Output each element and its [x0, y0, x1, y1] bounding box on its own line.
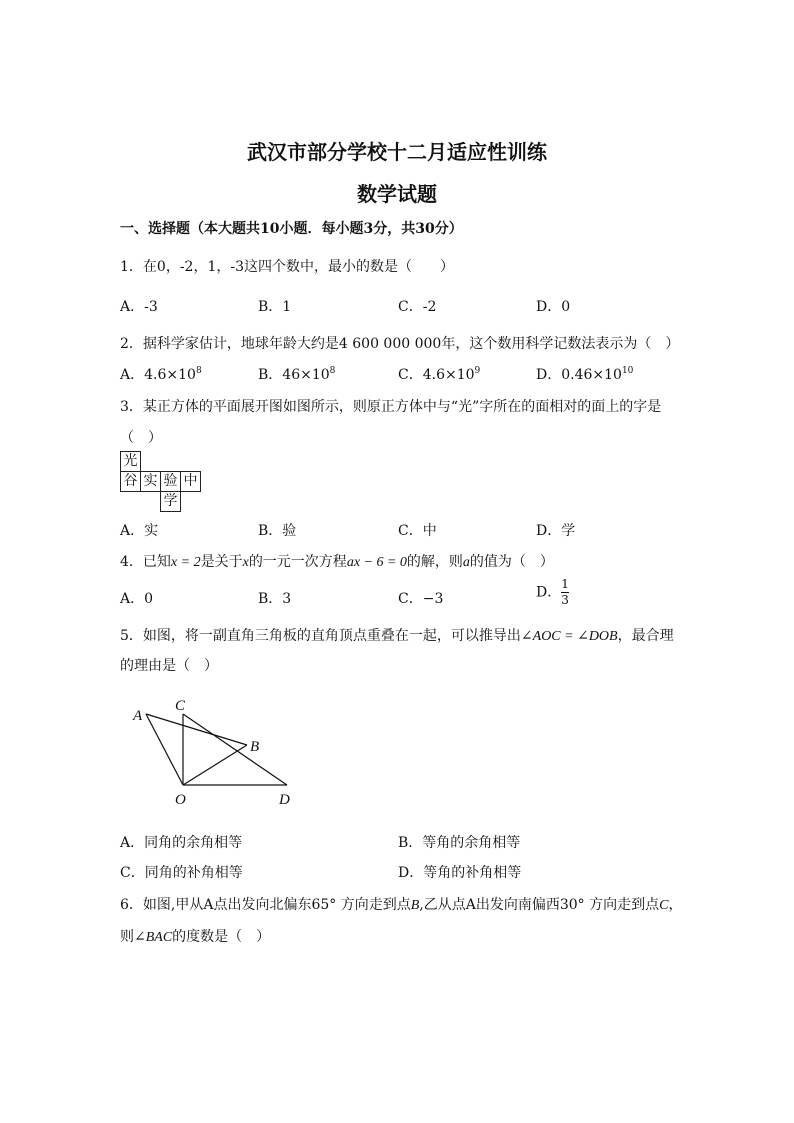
q5-option-c: C．同角的补角相等 — [120, 865, 243, 881]
q3-option-d: D．学 — [536, 523, 576, 539]
q4-equation: ax − 6 = 0 — [346, 555, 407, 570]
page-subtitle: 数学试题 — [357, 182, 437, 206]
segment-cd — [183, 714, 287, 785]
q4-math-x-eq-2: x = 2 — [170, 555, 201, 570]
q5-option-d: D．等角的补角相等 — [398, 865, 522, 881]
label-d: D — [279, 792, 290, 808]
q4-option-b: B．3 — [258, 591, 292, 607]
question-1-stem: 1．在0，-2，1，-3这四个数中，最小的数是（ ） — [120, 259, 454, 275]
question-3-stem: 3．某正方体的平面展开图如图所示，则原正方体中与“光”字所在的面相对的面上的字是 — [120, 399, 662, 415]
triangle-set-figure — [120, 690, 310, 815]
question-4-stem: 4．已知x = 2是关于x的一元一次方程ax − 6 = 0的解，则a的值为（ ） — [120, 554, 554, 570]
segment-ao — [146, 714, 183, 785]
q2-option-d: D．$0.46\times 10^{10}$ — [536, 366, 634, 383]
q3-option-a: A．实 — [120, 523, 159, 539]
q3-option-c: C．中 — [398, 523, 437, 539]
label-a: A — [133, 708, 143, 724]
label-c: C — [175, 698, 186, 714]
question-6-stem: 6．如图,甲从A点出发向北偏东65° 方向走到点B,乙从点A出发向南偏西30° 方向走到点C， — [120, 897, 683, 913]
question-3-stem-cont: （ ） — [120, 430, 162, 446]
cube-net-figure — [120, 451, 210, 511]
net-cell-yan: 验 — [160, 471, 181, 492]
q4-option-d: D．$\frac{1}{3}$ — [536, 577, 569, 607]
net-cell-shi: 实 — [140, 471, 161, 492]
label-b: B — [250, 739, 260, 755]
question-5-stem: 5．如图，将一副直角三角板的直角顶点重叠在一起，可以推导出∠AOC = ∠DOB，最合理 — [120, 628, 674, 644]
q5-option-b: B．等角的余角相等 — [398, 835, 521, 851]
page-title: 武汉市部分学校十二月适应性训练 — [247, 140, 547, 164]
q4-option-c: C．−3 — [398, 591, 444, 607]
net-cell-guang: 光 — [120, 451, 141, 472]
segment-ab — [146, 714, 247, 745]
section-heading: 一、选择题（本大题共10小题．每小题3分，共30分） — [120, 221, 463, 237]
net-cell-gu: 谷 — [120, 471, 141, 492]
q5-angle-equation: ∠AOC = ∠DOB — [520, 629, 618, 644]
q3-option-b: B．验 — [258, 523, 297, 539]
q2-option-b: B．$46\times 10^8$ — [258, 366, 336, 383]
q2-option-c: C．$4.6\times 10^9$ — [398, 366, 481, 383]
q1-option-b: B．1 — [258, 299, 292, 315]
q2-option-a: A．$4.6\times 10^8$ — [120, 366, 202, 383]
question-6-stem-cont: 则∠BAC的度数是（ ） — [120, 929, 271, 945]
question-2-stem: 2．据科学家估计，地球年龄大约是4 600 000 000年，这个数用科学记数法表示为（ ） — [120, 336, 680, 352]
q6-angle-bac: ∠BAC — [134, 930, 173, 945]
q4-option-a: A．0 — [120, 591, 154, 607]
net-cell-xue: 学 — [160, 491, 181, 512]
question-5-stem-cont: 的理由是（ ） — [120, 658, 218, 674]
q5-option-a: A．同角的余角相等 — [120, 835, 243, 851]
label-o: O — [175, 792, 186, 808]
q1-option-c: C．-2 — [398, 299, 437, 315]
q1-option-d: D．0 — [536, 299, 571, 315]
q1-option-a: A．-3 — [120, 299, 158, 315]
fraction-one-third: $\frac{1}{3}$ — [561, 577, 569, 607]
net-cell-zhong: 中 — [180, 471, 201, 492]
